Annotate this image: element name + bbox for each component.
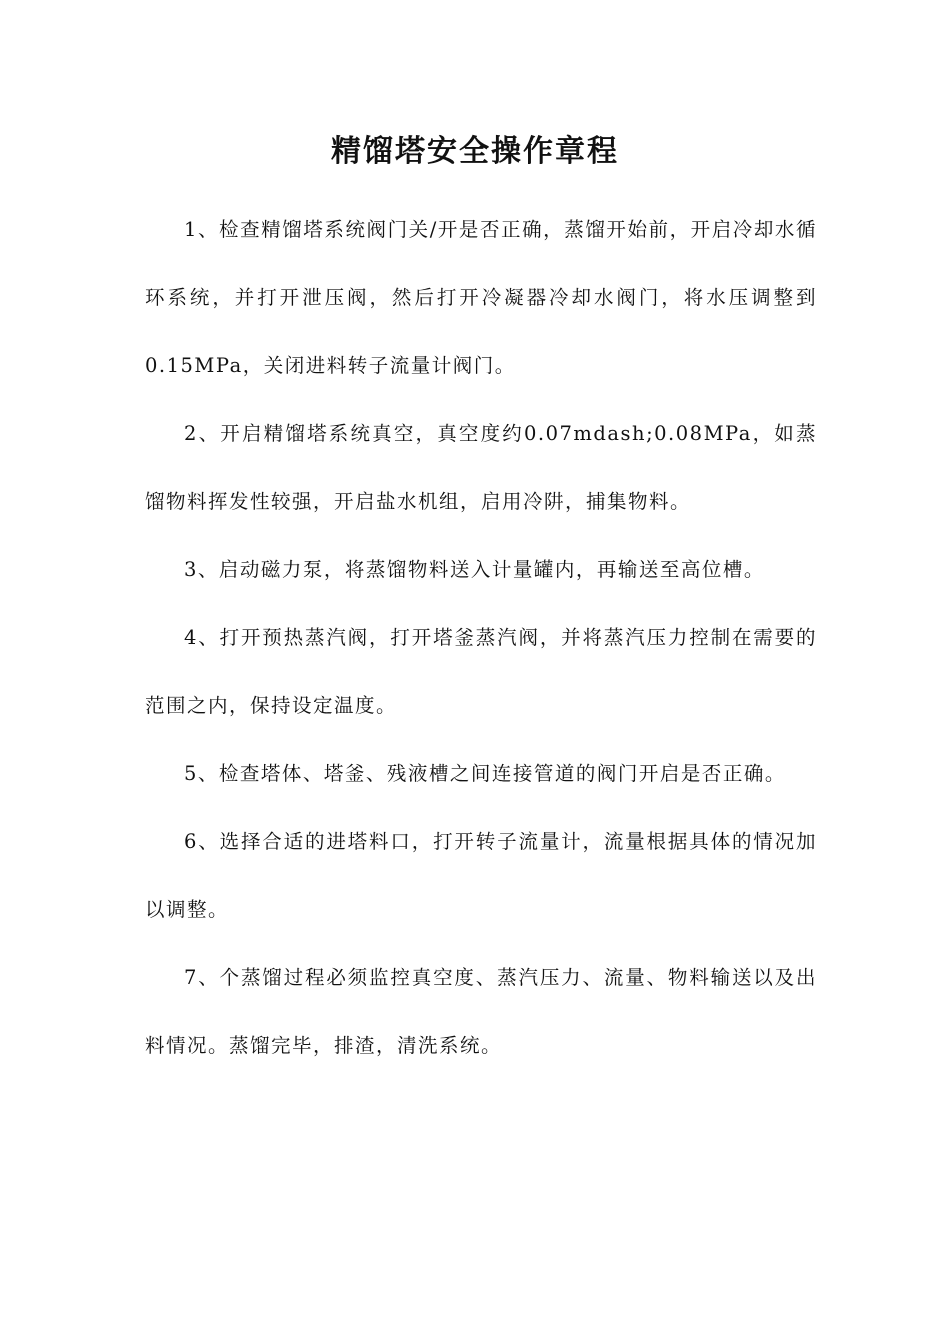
paragraph-step-1: 1、检查精馏塔系统阀门关/开是否正确，蒸馏开始前，开启冷却水循环系统，并打开泄压阀，然后打开冷凝器冷却水阀门，将水压调整到0.15MPa，关闭进料转子流量计阀门。	[145, 218, 817, 377]
paragraph-step-4: 4、打开预热蒸汽阀，打开塔釜蒸汽阀，并将蒸汽压力控制在需要的范围之内，保持设定温度。	[145, 626, 817, 717]
paragraph-step-7: 7、个蒸馏过程必须监控真空度、蒸汽压力、流量、物料输送以及出料情况。蒸馏完毕，排渣，清洗系统。	[145, 966, 817, 1057]
paragraph-step-3: 3、启动磁力泵，将蒸馏物料送入计量罐内，再输送至高位槽。	[184, 558, 765, 581]
paragraph-step-5: 5、检查塔体、塔釜、残液槽之间连接管道的阀门开启是否正确。	[184, 762, 786, 785]
paragraph-step-2: 2、开启精馏塔系统真空，真空度约0.07mdash;0.08MPa，如蒸馏物料挥发性较强，开启盐水机组，启用冷阱，捕集物料。	[145, 422, 817, 513]
document-body	[145, 196, 817, 1080]
paragraph-step-6: 6、选择合适的进塔料口，打开转子流量计，流量根据具体的情况加以调整。	[145, 830, 817, 921]
page-title: 精馏塔安全操作章程	[331, 134, 619, 169]
